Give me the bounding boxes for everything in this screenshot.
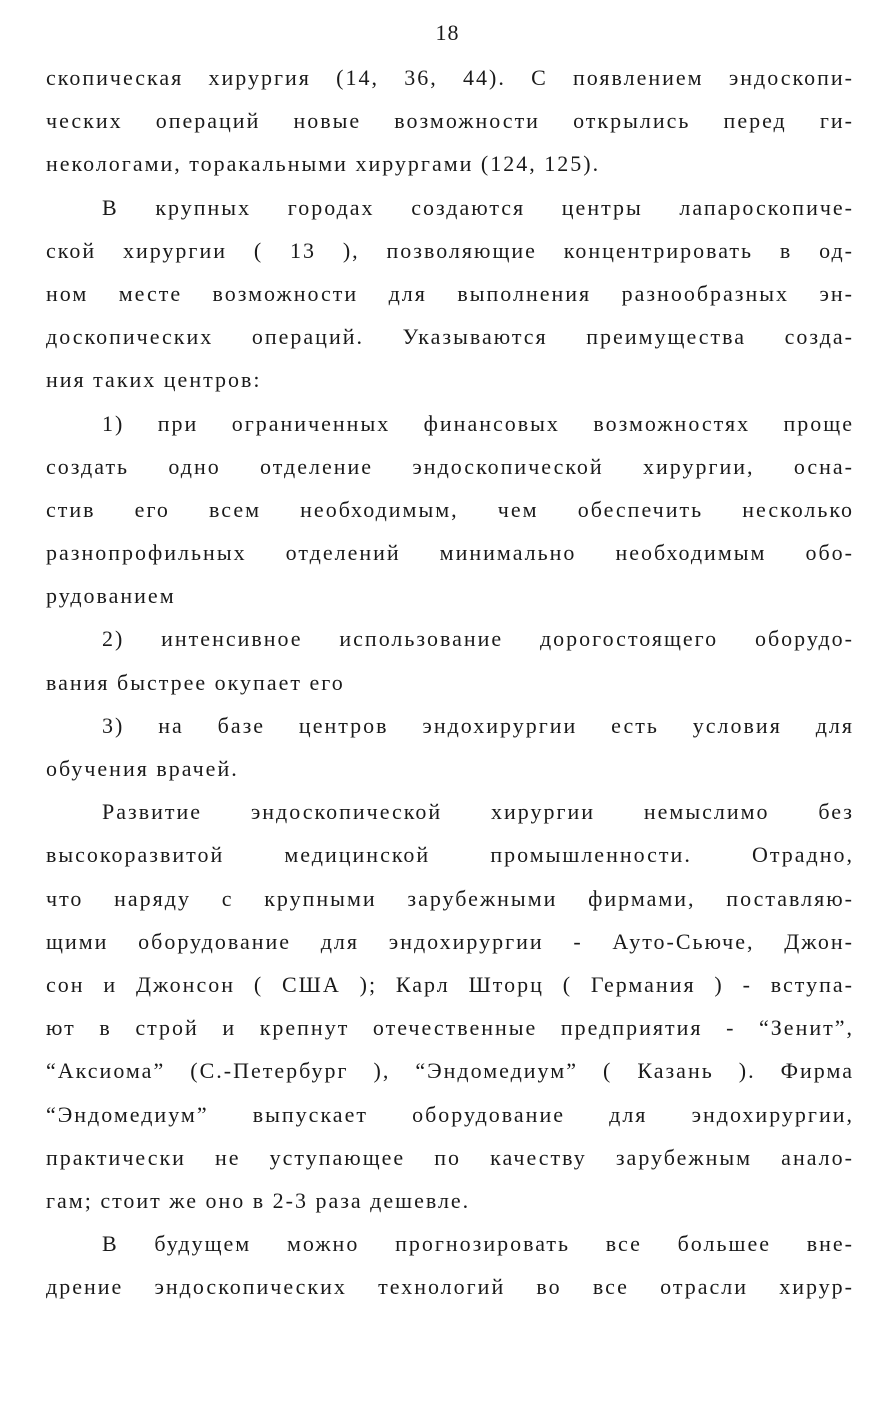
text-line: ческих операций новые возможности открылись перед ги- (46, 108, 854, 134)
text-line: щими оборудование для эндохирургии - Ауто-Сьюче, Джон- (46, 928, 854, 954)
text-line: создать одно отделение эндоскопической хирургии, осна- (46, 453, 854, 479)
text-line: Развитие эндоскопической хирургии немыслимо без (102, 799, 854, 825)
text-line: ном месте возможности для выполнения разнообразных эн- (46, 280, 854, 306)
text-line: высокоразвитой медицинской промышленности. Отрадно, (46, 842, 854, 868)
text-line: рудованием (46, 583, 176, 609)
page-number: 18 (435, 20, 460, 45)
text-line: стив его всем необходимым, чем обеспечить несколько (46, 496, 854, 522)
text-line: скопическая хирургия (14, 36, 44). С появлением эндоскопи- (46, 65, 854, 90)
text-line: сон и Джонсон ( США ); Карл Шторц ( Германия ) - вступа- (46, 971, 854, 997)
document-body (46, 56, 854, 1308)
text-line: дрение эндоскопических технологий во все отрасли хирур- (46, 1274, 854, 1300)
text-line: В будущем можно прогнозировать все большее вне- (102, 1231, 854, 1257)
text-line: доскопических операций. Указываются преимущества созда- (46, 324, 854, 350)
text-line: практически не уступающее по качеству зарубежным анало- (46, 1144, 854, 1170)
text-line: 2) интенсивное использование дорогостоящего оборудо- (102, 626, 854, 652)
text-line: вания быстрее окупает его (46, 669, 345, 695)
text-line: 1) при ограниченных финансовых возможностях проще (102, 410, 854, 436)
text-line: обучения врачей. (46, 756, 239, 781)
text-line: ния таких центров: (46, 367, 262, 393)
text-line: разнопрофильных отделений минимально необходимым обо- (46, 540, 854, 566)
text-line: 3) на базе центров эндохирургии есть условия для (102, 712, 854, 738)
text-line: В крупных городах создаются центры лапароскопиче- (102, 194, 854, 220)
text-line: “Эндомедиум” выпускает оборудование для эндохирургии, (46, 1101, 854, 1127)
text-line: ской хирургии ( 13 ), позволяющие концентрировать в од- (46, 237, 854, 263)
text-line: гам; стоит же оно в 2-3 раза дешевле. (46, 1187, 471, 1213)
text-line: некологами, торакальными хирургами (124, 125). (46, 151, 601, 177)
text-line: “Аксиома” (С.-Петербург ), “Эндомедиум” ( Казань ). Фирма (46, 1058, 854, 1084)
text-line: что наряду с крупными зарубежными фирмами, поставляю- (46, 885, 854, 911)
text-line: ют в строй и крепнут отечественные предприятия - “Зенит”, (46, 1015, 854, 1041)
